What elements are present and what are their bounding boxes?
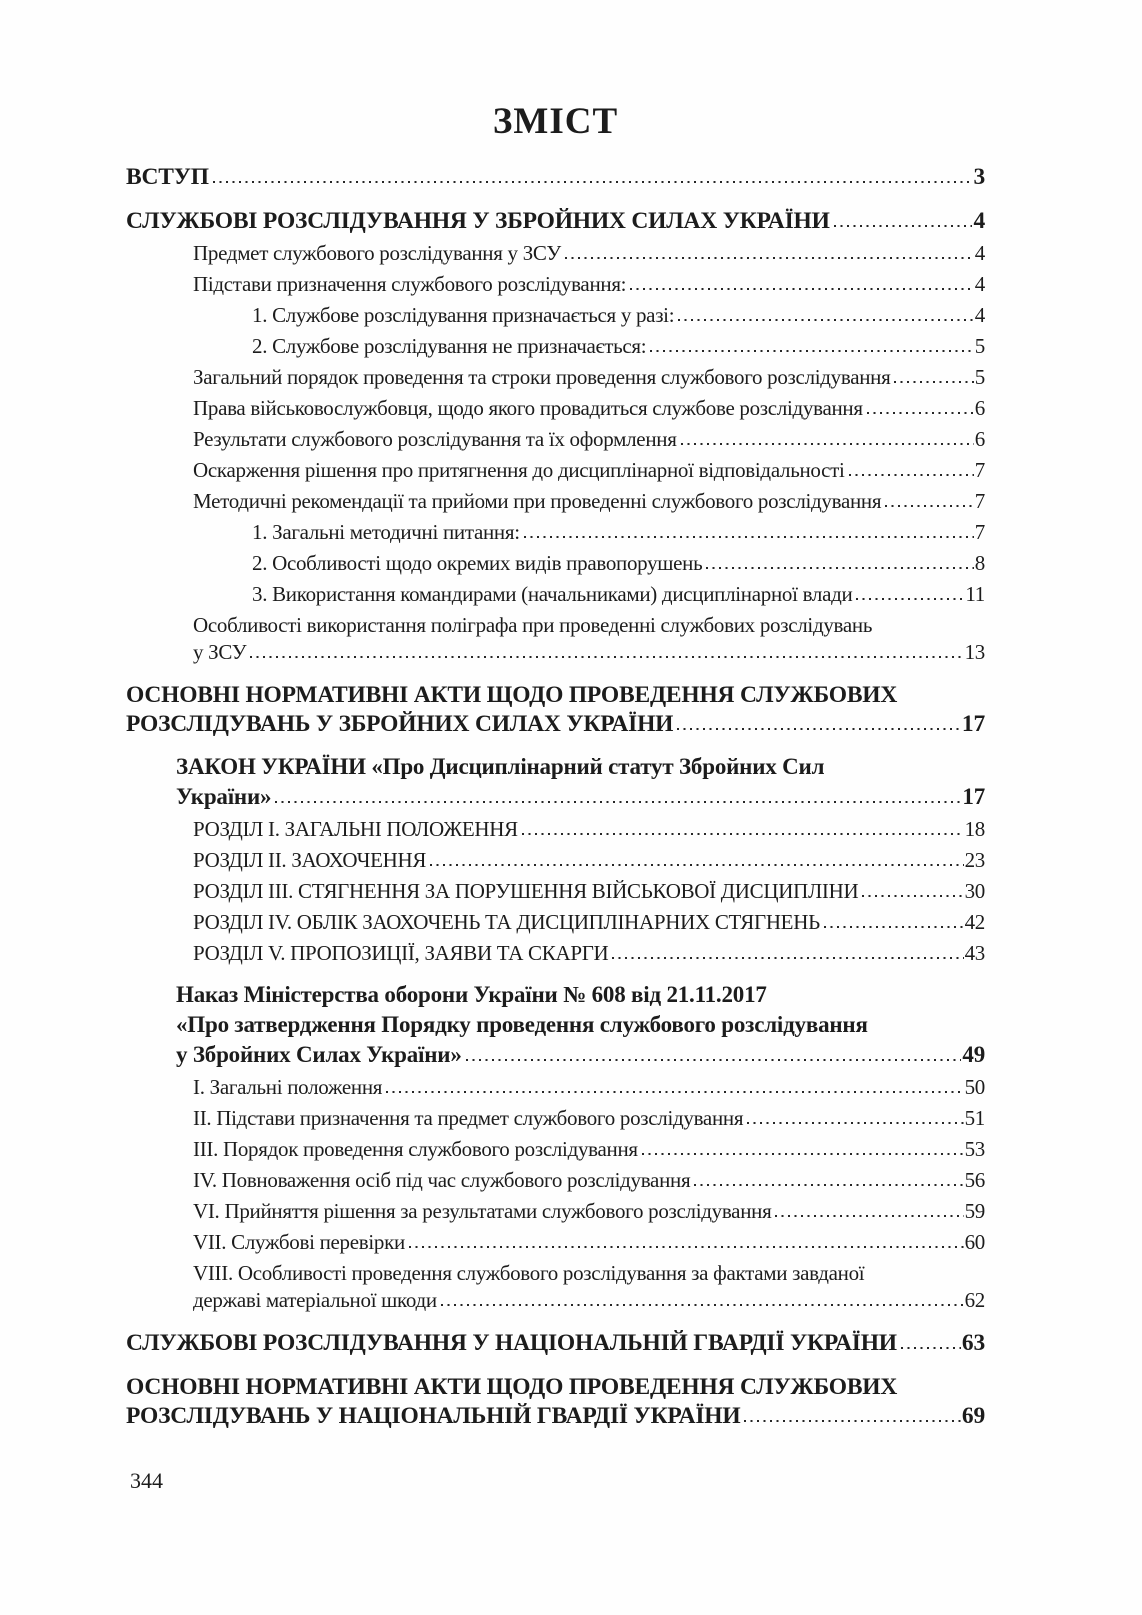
toc-entry-line (126, 163, 985, 192)
toc-entry (176, 752, 985, 812)
toc-entry (193, 940, 985, 967)
toc-entry (193, 1105, 985, 1132)
toc-entry-line (193, 909, 985, 936)
toc-entry (193, 612, 985, 666)
toc-entry-page: 6 (974, 396, 985, 420)
toc-entry-page: 7 (974, 520, 985, 544)
toc-entry-line (126, 207, 985, 236)
toc-entry-line (193, 1198, 985, 1225)
dot-leader (867, 412, 974, 415)
toc-entry-text: 1. Службове розслідування призначається у разі: (252, 303, 675, 327)
toc-entry-text: України» (176, 784, 272, 809)
toc-entry (193, 1229, 985, 1256)
toc-entry-line (193, 878, 985, 905)
toc-entry-line (252, 581, 985, 608)
toc-entry-page: 4 (974, 272, 985, 296)
toc-entry-page: 42 (964, 910, 985, 934)
toc-entry-page: 5 (974, 334, 985, 358)
dot-leader (522, 833, 964, 836)
toc-entry-line (193, 816, 985, 843)
dot-leader (862, 895, 963, 898)
toc-entry-line (193, 364, 985, 391)
toc-entry-line: Особливості використання поліграфа при проведенні службових розслідувань (193, 613, 873, 637)
toc-entry-line (193, 1074, 985, 1101)
toc-entry-line (193, 1229, 985, 1256)
toc-entry (193, 1167, 985, 1194)
toc-entry-page: 60 (964, 1230, 985, 1254)
toc-entry (252, 581, 985, 608)
dot-leader (901, 1347, 961, 1350)
toc-entry-page: 7 (974, 458, 985, 482)
toc-entry (193, 909, 985, 936)
toc-entry-text: РОЗСЛІДУВАНЬ У ЗБРОЙНИХ СИЛАХ УКРАЇНИ (126, 711, 674, 737)
toc-entry (193, 457, 985, 484)
toc-entry-line (126, 1329, 985, 1358)
dot-leader (849, 474, 974, 477)
toc-entry-text: у ЗСУ (193, 640, 247, 664)
dot-leader (565, 257, 974, 260)
toc-entry-text: Підстави призначення службового розслідування: (193, 272, 627, 296)
toc-entry-line (126, 710, 985, 739)
dot-leader (386, 1091, 963, 1094)
toc-entry (126, 1373, 985, 1431)
toc-entry (193, 878, 985, 905)
page-number: 344 (130, 1468, 163, 1493)
toc-entry (126, 1329, 985, 1358)
toc-entry-page: 5 (974, 365, 985, 389)
toc-entry-text: РОЗДІЛ II. ЗАОХОЧЕННЯ (193, 848, 427, 872)
toc-entry-text: Оскарження рішення про притягнення до дисциплінарної відповідальності (193, 458, 845, 482)
toc-entry-page: 6 (974, 427, 985, 451)
toc-entry-line (193, 395, 985, 422)
toc-entry-text: Методичні рекомендації та прийоми при проведенні службового розслідування (193, 489, 882, 513)
dot-leader (524, 536, 974, 539)
toc-entry-page: 8 (974, 551, 985, 575)
toc-entry-text: РОЗСЛІДУВАНЬ У НАЦІОНАЛЬНІЙ ГВАРДІЇ УКРАЇНИ (126, 1403, 741, 1429)
toc-entry (193, 816, 985, 843)
toc-entry (193, 395, 985, 422)
dot-leader (678, 319, 974, 322)
toc-entry-page: 56 (964, 1168, 985, 1192)
dot-leader (409, 1246, 964, 1249)
toc-entry-page: 23 (964, 848, 985, 872)
toc-entry-page: 53 (964, 1137, 985, 1161)
toc-entry-page: 51 (964, 1106, 985, 1130)
toc-entry-line (193, 847, 985, 874)
dot-leader (706, 567, 973, 570)
toc-entry-page: 59 (964, 1199, 985, 1223)
toc-entry-line: ЗАКОН УКРАЇНИ «Про Дисциплінарний статут Збройних Сил (176, 754, 825, 779)
toc-list (126, 163, 985, 1431)
toc-entry-line (193, 426, 985, 453)
toc-entry-line (193, 1105, 985, 1132)
toc-entry (252, 550, 985, 577)
toc-entry-page: 17 (962, 784, 985, 809)
toc-entry-text: Предмет службового розслідування у ЗСУ (193, 241, 561, 265)
dot-leader (775, 1215, 963, 1218)
toc-entry-text: II. Підстави призначення та предмет службового розслідування (193, 1106, 744, 1130)
toc-entry-line: ОСНОВНІ НОРМАТИВНІ АКТИ ЩОДО ПРОВЕДЕННЯ СЛУЖБОВИХ (126, 1374, 898, 1400)
toc-entry-text: РОЗДІЛ IV. ОБЛІК ЗАОХОЧЕНЬ ТА ДИСЦИПЛІНАРНИХ СТЯГНЕНЬ (193, 910, 820, 934)
toc-entry (176, 980, 985, 1070)
toc-entry (193, 271, 985, 298)
toc-entry-line (193, 1167, 985, 1194)
toc-entry-page: 17 (961, 711, 985, 737)
toc-entry-line (193, 1287, 985, 1314)
toc-entry-line (176, 782, 985, 812)
toc-entry (193, 1074, 985, 1101)
dot-leader (681, 443, 974, 446)
toc-entry-page: 63 (961, 1330, 985, 1356)
toc-entry-page: 7 (974, 489, 985, 513)
toc-entry-text: СЛУЖБОВІ РОЗСЛІДУВАННЯ У ЗБРОЙНИХ СИЛАХ УКРАЇНИ (126, 208, 830, 234)
toc-entry (193, 240, 985, 267)
dot-leader (824, 926, 964, 929)
toc-entry-line: «Про затвердження Порядку проведення службового розслідування (176, 1012, 868, 1037)
toc-entry (252, 519, 985, 546)
toc-entry-line (252, 550, 985, 577)
toc-entry (193, 426, 985, 453)
toc-entry-text: у Збройних Силах України» (176, 1042, 462, 1067)
toc-entry (193, 364, 985, 391)
dot-leader (630, 288, 974, 291)
toc-entry-page: 3 (973, 164, 985, 190)
dot-leader (885, 505, 974, 508)
toc-entry-page: 62 (964, 1288, 985, 1312)
toc-entry-text: Права військовослужбовця, щодо якого провадиться службове розслідування (193, 396, 863, 420)
toc-entry-text: IV. Повноваження осіб під час службового розслідування (193, 1168, 691, 1192)
toc-entry-page: 49 (962, 1042, 985, 1067)
toc-entry-page: 11 (965, 582, 985, 606)
toc-entry (126, 163, 985, 192)
toc-entry-line (193, 488, 985, 515)
toc-entry-text: VI. Прийняття рішення за результатами службового розслідування (193, 1199, 772, 1223)
dot-leader (441, 1304, 964, 1307)
toc-entry-line (193, 457, 985, 484)
toc-entry (193, 488, 985, 515)
toc-entry-line: ОСНОВНІ НОРМАТИВНІ АКТИ ЩОДО ПРОВЕДЕННЯ СЛУЖБОВИХ (126, 682, 898, 708)
dot-leader (250, 656, 963, 659)
toc-entry (252, 333, 985, 360)
dot-leader (694, 1184, 963, 1187)
toc-title: ЗМІСТ (492, 101, 619, 142)
toc-entry-page: 4 (973, 208, 985, 234)
toc-entry-text: I. Загальні положення (193, 1075, 383, 1099)
toc-entry-line (252, 333, 985, 360)
dot-leader (856, 598, 964, 601)
dot-leader (466, 1059, 962, 1062)
toc-entry-line: Наказ Міністерства оборони України № 608 від 21.11.2017 (176, 982, 767, 1007)
dot-leader (275, 801, 961, 804)
dot-leader (642, 1153, 964, 1156)
toc-entry-text: РОЗДІЛ V. ПРОПОЗИЦІЇ, ЗАЯВИ ТА СКАРГИ (193, 941, 609, 965)
toc-entry-page: 18 (964, 817, 985, 841)
dot-leader (747, 1122, 963, 1125)
toc-entry-text: 2. Особливості щодо окремих видів правопорушень (252, 551, 703, 575)
toc-entry-line (252, 302, 985, 329)
toc-entry-text: Загальний порядок проведення та строки проведення службового розслідування (193, 365, 891, 389)
toc-entry-line (126, 1402, 985, 1431)
toc-entry-line (193, 940, 985, 967)
toc-entry (126, 681, 985, 739)
toc-entry-text: 2. Службове розслідування не призначається: (252, 334, 647, 358)
toc-entry-text: РОЗДІЛ I. ЗАГАЛЬНІ ПОЛОЖЕННЯ (193, 817, 518, 841)
toc-entry-page: 4 (974, 241, 985, 265)
toc-entry (193, 1198, 985, 1225)
toc-entry-page: 69 (961, 1403, 985, 1429)
toc-entry-page: 30 (964, 879, 985, 903)
dot-leader (213, 181, 973, 184)
dot-leader (834, 225, 973, 228)
toc-entry-page: 13 (964, 640, 985, 664)
toc-entry-line (193, 271, 985, 298)
toc-entry-text: СЛУЖБОВІ РОЗСЛІДУВАННЯ У НАЦІОНАЛЬНІЙ ГВАРДІЇ УКРАЇНИ (126, 1330, 897, 1356)
toc-entry-text: 3. Використання командирами (начальниками) дисциплінарної влади (252, 582, 853, 606)
toc-entry-text: РОЗДІЛ III. СТЯГНЕННЯ ЗА ПОРУШЕННЯ ВІЙСЬКОВОЇ ДИСЦИПЛІНИ (193, 879, 859, 903)
dot-leader (677, 728, 961, 731)
toc-content (126, 0, 985, 1431)
toc-entry (193, 1136, 985, 1163)
toc-entry-text: ВСТУП (126, 164, 209, 190)
toc-entry-line (193, 1136, 985, 1163)
toc-entry (252, 302, 985, 329)
dot-leader (650, 350, 973, 353)
dot-leader (612, 957, 963, 960)
toc-entry-text: 1. Загальні методичні питання: (252, 520, 520, 544)
toc-entry-text: державі матеріальної шкоди (193, 1288, 437, 1312)
dot-leader (894, 381, 973, 384)
dot-leader (744, 1420, 960, 1423)
dot-leader (430, 864, 964, 867)
toc-entry-page: 50 (964, 1075, 985, 1099)
toc-entry-text: III. Порядок проведення службового розслідування (193, 1137, 638, 1161)
toc-entry (193, 1260, 985, 1314)
toc-entry (126, 207, 985, 236)
toc-entry-line (193, 240, 985, 267)
toc-entry-line: VIII. Особливості проведення службового розслідування за фактами завданої (193, 1261, 865, 1285)
toc-entry-page: 43 (964, 941, 985, 965)
toc-entry-line (252, 519, 985, 546)
toc-entry-text: Результати службового розслідування та їх оформлення (193, 427, 677, 451)
toc-entry (193, 847, 985, 874)
toc-entry-line (176, 1040, 985, 1070)
toc-entry-page: 4 (974, 303, 985, 327)
toc-entry-text: VII. Службові перевірки (193, 1230, 405, 1254)
toc-entry-line (193, 639, 985, 666)
